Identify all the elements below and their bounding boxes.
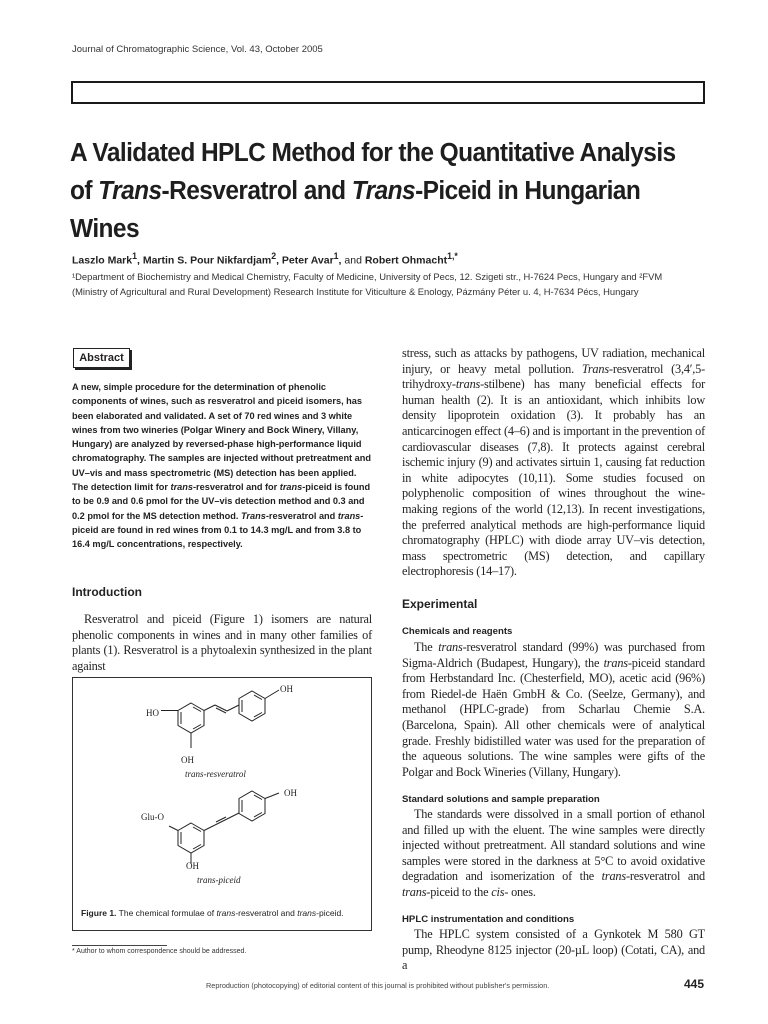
page-number: 445 bbox=[684, 977, 705, 991]
abstract-heading: Abstract bbox=[73, 348, 130, 368]
standard-solutions-paragraph: The standards were dissolved in a small portion of ethanol and filled up with the eluent. The wine samples were directly injected without pretreatment. All standard solutions and wine samples were stored in the darkness at 5°C to avoid oxidative degradation and isomerization of the trans-resveratrol and trans-piceid to the cis- ones. bbox=[402, 807, 705, 899]
author-name: Laszlo Mark bbox=[72, 254, 133, 267]
title-line-2: of Trans-Resveratrol and Trans-Piceid in Hungarian Wines bbox=[70, 177, 641, 243]
chemicals-paragraph: The trans-resveratrol standard (99%) was purchased from Sigma-Aldrich (Budapest, Hungary), the trans-piceid standard from Herbstandard Inc. (Chesterfield, MO), acetic acid (96%) from Riedel-de Haën GmbH & Co. (Seelze, Germany), and methanol (HPLC-grade) from Scharlau Chemie S.A. (Barcelona, Spain). All other chemicals were of analytical grade. Freshly bidistilled water was used for the preparation of the aqueous solutions. The wine samples were gifts of the Polgar and Bock Wineries (Villany, Hungary). bbox=[402, 640, 705, 779]
hydroxyl-label: OH bbox=[186, 861, 199, 871]
author-name: Peter Avar bbox=[281, 254, 334, 267]
figure-1 bbox=[72, 677, 372, 931]
author-list: Laszlo Mark$^1$, Martin S. Pour Nikfardjam$^2$, Peter Avar$^1$, and Robert Ohmacht$^{1,*}$ bbox=[72, 251, 458, 267]
figure-caption: Figure 1. The chemical formulae of trans-resveratrol and trans-piceid. bbox=[81, 908, 344, 918]
standard-solutions-heading: Standard solutions and sample preparation bbox=[402, 794, 600, 805]
author-name: Martin S. Pour Nikfardjam bbox=[142, 254, 272, 267]
structure-name-resveratrol: trans-resveratrol bbox=[185, 769, 246, 779]
hydroxyl-label: OH bbox=[181, 755, 194, 765]
journal-header: Journal of Chromatographic Science, Vol. 43, October 2005 bbox=[72, 44, 323, 55]
hydroxyl-label: OH bbox=[284, 788, 297, 798]
article-title bbox=[70, 134, 694, 248]
structure-name-piceid: trans-piceid bbox=[197, 875, 241, 885]
hplc-heading: HPLC instrumentation and conditions bbox=[402, 914, 575, 925]
chemicals-heading: Chemicals and reagents bbox=[402, 626, 513, 637]
hplc-paragraph: The HPLC system consisted of a Gynkotek M 580 GT pump, Rheodyne 8125 injector (20-µL loop) (Cotati, CA), and a bbox=[402, 927, 705, 973]
copyright-notice: Reproduction (photocopying) of editorial content of this journal is prohibited without publisher's permission. bbox=[206, 981, 550, 990]
footnote-rule bbox=[72, 945, 167, 946]
hydroxyl-label: HO bbox=[146, 708, 159, 718]
chemical-structures-diagram bbox=[73, 678, 373, 932]
abstract-text: A new, simple procedure for the determination of phenolic components of wines, such as resveratrol and piceid isomers, has been elaborated and validated. A set of 70 red wines and 3 white wines from two wineries (Polgar Winery and Bock Winery, Villany, Hungary) are analyzed by reversed-phase high-performance liquid chromatography. The samples are injected without pretreatment and UV–vis and mass spectrometric (MS) detection has been applied. The detection limit for trans-resveratrol and for trans-piceid is found to be 0.9 and 0.6 pmol for the UV–vis detection method and 0.3 and 0.2 pmol for the MS detection method. Trans-resveratrol and trans-piceid are found in red wines from 0.1 to 14.3 mg/L and from 3.8 to 16.4 mg/L concentrations, respectively. bbox=[72, 382, 371, 550]
footnote: * Author to whom correspondence should be addressed. bbox=[72, 948, 247, 955]
intro-continued-paragraph: stress, such as attacks by pathogens, UV radiation, mechanical injury, or heavy metal pollution. Trans-resveratrol (3,4′,5-trihydroxy-trans-stilbene) has many beneficial effects for human health (2). It is an antioxidant, which inhibits low density lipoprotein oxidation (3). It probably has an anticarcinogen effect (4–6) and is important in the prevention of cardiovascular diseases (7,8). It protects against cerebral ischemic injury (9) and activates sirtuin 1, causing fat reduction in white adipocytes (10,11). Some studies focused on polyphenolic composition of wines throughout the wine-making regions of the world (12,13). In recent investigations, the preferred analytical methods are high-performance liquid chromatography (HPLC) with diode array UV–vis detection, mass spectrometric (MS) detection, and capillary electrophoresis (14–17). bbox=[402, 346, 705, 579]
title-line-1: A Validated HPLC Method for the Quantitative Analysis bbox=[70, 139, 676, 167]
header-bar bbox=[71, 81, 705, 104]
experimental-heading: Experimental bbox=[402, 597, 478, 611]
glucoside-label: Glu-O bbox=[141, 812, 164, 822]
introduction-paragraph: Resveratrol and piceid (Figure 1) isomers are natural phenolic components in wines and in many other families of plants (1). Resveratrol is a phytoalexin synthesized in the plant against bbox=[72, 612, 372, 673]
hydroxyl-label: OH bbox=[280, 684, 293, 694]
affiliations: ¹Department of Biochemistry and Medical Chemistry, Faculty of Medicine, University of Pecs, 12. Szigeti str., H-7624 Pecs, Hungary and ²FVM (Ministry of Agricultural and Rural Development) Research Institute for Viticulture & Enology, Pázmány Péter u. 4, H-7634 Pécs, Hungary bbox=[72, 271, 663, 297]
introduction-heading: Introduction bbox=[72, 585, 142, 599]
author-name: Robert Ohmacht bbox=[364, 254, 448, 267]
